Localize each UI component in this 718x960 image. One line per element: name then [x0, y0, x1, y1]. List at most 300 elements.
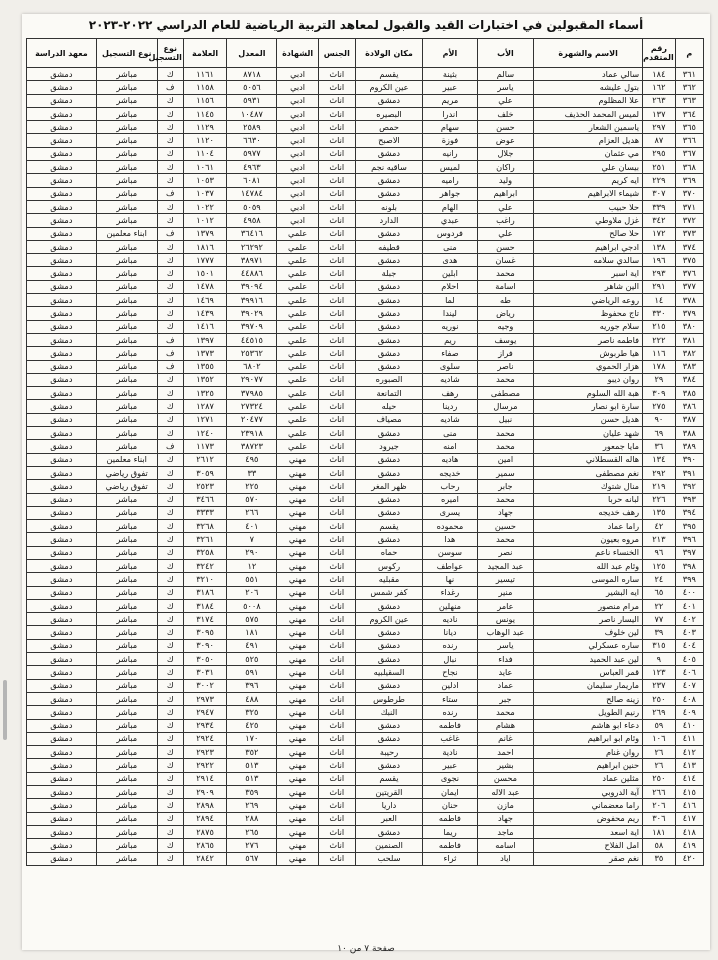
column-header: الأب: [477, 39, 534, 68]
table-cell: اناث: [318, 320, 355, 333]
table-cell: ك: [157, 679, 183, 692]
table-cell: دمشق: [355, 320, 422, 333]
table-cell: اناث: [318, 427, 355, 440]
table-cell: ٣٥٢: [227, 746, 277, 759]
table-cell: ٢٠٦: [227, 586, 277, 599]
table-cell: مهني: [277, 706, 318, 719]
table-cell: ك: [157, 294, 183, 307]
table-cell: جبر: [477, 692, 534, 705]
table-cell: الهام: [423, 200, 477, 213]
table-cell: بيسان علي: [534, 161, 643, 174]
table-cell: دمشق: [27, 746, 97, 759]
table-row: [27, 692, 704, 705]
table-cell: ٢٩٣: [643, 267, 676, 280]
table-cell: اناث: [318, 599, 355, 612]
table-cell: ك: [157, 639, 183, 652]
scrollbar-thumb[interactable]: [3, 680, 7, 740]
table-cell: محمد: [477, 493, 534, 506]
table-cell: ٣٢١٠: [183, 573, 227, 586]
table-cell: مباشر: [96, 493, 157, 506]
table-cell: هيا طربوش: [534, 347, 643, 360]
table-cell: ثراء: [423, 852, 477, 865]
table-cell: يقسم: [355, 68, 422, 81]
table-cell: ك: [157, 453, 183, 466]
table-cell: دمشق: [355, 254, 422, 267]
table-cell: ١٢٨٧: [183, 400, 227, 413]
table-cell: ٢٦٦: [227, 506, 277, 519]
table-row: [27, 613, 704, 626]
table-cell: غسان: [477, 254, 534, 267]
table-cell: سلام جوريه: [534, 320, 643, 333]
table-cell: اناث: [318, 852, 355, 865]
table-cell: حلا حبيب: [534, 200, 643, 213]
table-cell: الخنساء ناعم: [534, 546, 643, 559]
table-cell: ايه البشير: [534, 586, 643, 599]
table-row: [27, 480, 704, 493]
table-cell: علمي: [277, 280, 318, 293]
table-cell: ٣٩٠٢٩: [227, 307, 277, 320]
table-cell: دمشق: [27, 187, 97, 200]
table-cell: ٣٠٩: [643, 387, 676, 400]
table-cell: دمشق: [27, 94, 97, 107]
table-cell: ٣٩١: [675, 466, 703, 479]
table-cell: منى: [423, 427, 477, 440]
table-cell: ٤٩٥٨: [227, 214, 277, 227]
table-cell: اناث: [318, 307, 355, 320]
table-cell: ١٠٦: [643, 732, 676, 745]
table-cell: ك: [157, 161, 183, 174]
table-cell: ردينا: [423, 400, 477, 413]
table-cell: ٣٨٥: [675, 387, 703, 400]
table-row: [27, 466, 704, 479]
table-cell: ٣٧٤: [675, 240, 703, 253]
table-cell: ٢٥٢٣: [183, 480, 227, 493]
table-cell: عواطف: [423, 559, 477, 572]
table-cell: ٤٠٥: [675, 653, 703, 666]
table-cell: مباشر: [96, 852, 157, 865]
table-cell: دمشق: [355, 280, 422, 293]
table-cell: علي: [477, 200, 534, 213]
table-cell: صفاء: [423, 347, 477, 360]
table-cell: ٢٣٩١٨: [227, 427, 277, 440]
table-cell: ادبي: [277, 174, 318, 187]
table-cell: اناث: [318, 839, 355, 852]
table-cell: دمشق: [355, 506, 422, 519]
table-cell: تيسير: [477, 573, 534, 586]
table-cell: اناث: [318, 639, 355, 652]
table-cell: ك: [157, 307, 183, 320]
table-cell: ١١٦: [643, 347, 676, 360]
table-row: [27, 852, 704, 865]
table-cell: علمي: [277, 413, 318, 426]
table-cell: ١٧٨: [643, 360, 676, 373]
table-row: [27, 586, 704, 599]
table-cell: ١٣٩٧: [183, 333, 227, 346]
table-cell: ٢٩٤٧: [183, 706, 227, 719]
table-cell: علا المظلوم: [534, 94, 643, 107]
table-row: [27, 626, 704, 639]
table-cell: دمشق: [27, 520, 97, 533]
table-cell: ٣٦٨: [675, 161, 703, 174]
table-cell: ك: [157, 480, 183, 493]
table-cell: راكان: [477, 161, 534, 174]
table-row: [27, 134, 704, 147]
table-cell: قمر العباس: [534, 666, 643, 679]
table-cell: منال شتوك: [534, 480, 643, 493]
table-cell: ٣٦٧: [675, 147, 703, 160]
table-cell: دمشق: [27, 666, 97, 679]
table-cell: مباشر: [96, 613, 157, 626]
table-cell: ٣٠٩٠: [183, 639, 227, 652]
table-cell: ٣٩٠٩٤: [227, 280, 277, 293]
table-cell: محموده: [423, 520, 477, 533]
table-cell: ٣٠٩٥: [183, 626, 227, 639]
table-row: [27, 825, 704, 838]
table-cell: ٢٦٩: [643, 706, 676, 719]
table-cell: ١٢: [227, 559, 277, 572]
table-row: [27, 546, 704, 559]
table-cell: اسامه: [477, 839, 534, 852]
table-cell: البصيره: [355, 107, 422, 120]
table-cell: دمشق: [27, 360, 97, 373]
table-cell: ٣٨٧٢٣: [227, 440, 277, 453]
table-cell: ك: [157, 520, 183, 533]
table-cell: ٢٦٥: [227, 825, 277, 838]
table-cell: غزل ملاوطي: [534, 214, 643, 227]
table-row: [27, 347, 704, 360]
table-cell: حلا صالح: [534, 227, 643, 240]
table-cell: تفوق رياضي: [96, 466, 157, 479]
table-cell: ٥٩: [643, 719, 676, 732]
table-row: [27, 746, 704, 759]
table-cell: مباشر: [96, 772, 157, 785]
table-cell: ٤٩٦٣: [227, 161, 277, 174]
table-cell: دمشق: [27, 786, 97, 799]
table-cell: ٣٦٣: [675, 94, 703, 107]
table-cell: دمشق: [355, 147, 422, 160]
table-cell: ٤٠٩: [675, 706, 703, 719]
table-cell: يوسف: [477, 333, 534, 346]
table-cell: حمص: [355, 121, 422, 134]
column-header: الشهادة: [277, 39, 318, 68]
table-cell: ك: [157, 586, 183, 599]
table-cell: ١١٤٥: [183, 107, 227, 120]
table-cell: ٥٧٥: [227, 613, 277, 626]
table-cell: ك: [157, 599, 183, 612]
table-cell: ١٤١٦: [183, 320, 227, 333]
table-cell: دمشق: [355, 360, 422, 373]
table-cell: اناث: [318, 812, 355, 825]
table-cell: ١٢٥: [643, 559, 676, 572]
table-cell: دمشق: [355, 639, 422, 652]
table-cell: ادلين: [423, 679, 477, 692]
table-cell: محمد: [477, 427, 534, 440]
table-cell: ك: [157, 506, 183, 519]
table-cell: اندرا: [423, 107, 477, 120]
table-cell: فردوس: [423, 227, 477, 240]
table-cell: ماجد: [477, 825, 534, 838]
table-cell: ك: [157, 373, 183, 386]
table-cell: عامر: [477, 599, 534, 612]
table-cell: اناث: [318, 573, 355, 586]
table-row: [27, 227, 704, 240]
table-cell: ٣٩٣: [675, 493, 703, 506]
table-cell: مهني: [277, 586, 318, 599]
table-cell: اناث: [318, 267, 355, 280]
table-cell: اناث: [318, 333, 355, 346]
table-cell: احلام: [423, 280, 477, 293]
table-cell: ١٣٥٢: [183, 373, 227, 386]
table-cell: ٤١٥: [675, 786, 703, 799]
table-cell: ١٨١: [227, 626, 277, 639]
table-cell: ك: [157, 121, 183, 134]
table-cell: ٩: [643, 653, 676, 666]
table-cell: ٤٢: [643, 520, 676, 533]
table-cell: مباشر: [96, 320, 157, 333]
document-sheet: [22, 14, 710, 954]
table-cell: دمشق: [27, 427, 97, 440]
table-cell: ادبي: [277, 81, 318, 94]
table-row: [27, 81, 704, 94]
table-cell: ٤٠٢: [675, 613, 703, 626]
table-cell: نبال: [423, 653, 477, 666]
table-row: [27, 772, 704, 785]
table-cell: اناث: [318, 825, 355, 838]
table-cell: ك: [157, 706, 183, 719]
table-cell: عبد الوهاب: [477, 626, 534, 639]
table-cell: ٣٠٠٢: [183, 679, 227, 692]
table-row: [27, 280, 704, 293]
table-cell: مهني: [277, 812, 318, 825]
table-cell: اناث: [318, 613, 355, 626]
table-cell: تاج محفوظ: [534, 307, 643, 320]
table-cell: ٢٩٢٢: [183, 759, 227, 772]
table-cell: ٥٦٧: [227, 852, 277, 865]
table-cell: دمشق: [27, 533, 97, 546]
table-cell: علمي: [277, 240, 318, 253]
table-cell: لما: [423, 294, 477, 307]
table-cell: مباشر: [96, 373, 157, 386]
table-cell: ٣٨٩: [675, 440, 703, 453]
table-cell: مباشر: [96, 533, 157, 546]
table-cell: ٢٥١: [643, 161, 676, 174]
table-cell: اناث: [318, 799, 355, 812]
table-cell: دمشق: [355, 453, 422, 466]
table-cell: ك: [157, 692, 183, 705]
table-cell: دمشق: [27, 573, 97, 586]
table-cell: ١١٠٤: [183, 147, 227, 160]
table-cell: ٦٩: [643, 427, 676, 440]
table-cell: ٣٩٢: [675, 480, 703, 493]
table-cell: ف: [157, 227, 183, 240]
table-cell: ابناء معلمين: [96, 227, 157, 240]
table-cell: العبر: [355, 812, 422, 825]
table-cell: رحيبة: [355, 746, 422, 759]
table-cell: دمشق: [355, 227, 422, 240]
table-cell: مباشر: [96, 333, 157, 346]
table-cell: ٣٠٣١: [183, 666, 227, 679]
table-cell: ٢٩٠: [227, 546, 277, 559]
column-header: نوع التسجيل: [157, 39, 183, 68]
table-cell: اناث: [318, 294, 355, 307]
table-cell: ١٠٦١: [183, 161, 227, 174]
table-cell: ٣٣٣٣: [183, 506, 227, 519]
table-cell: علمي: [277, 294, 318, 307]
table-cell: مهني: [277, 559, 318, 572]
table-cell: مباشر: [96, 573, 157, 586]
table-cell: مباشر: [96, 360, 157, 373]
column-header: مكان الولادة: [355, 39, 422, 68]
table-cell: ك: [157, 852, 183, 865]
table-cell: ١٤٦٩: [183, 294, 227, 307]
table-cell: راما معضماني: [534, 799, 643, 812]
table-cell: مباشر: [96, 786, 157, 799]
table-cell: علمي: [277, 373, 318, 386]
table-cell: مباشر: [96, 692, 157, 705]
table-cell: ادجي ابراهيم: [534, 240, 643, 253]
table-cell: خلف: [477, 107, 534, 120]
table-cell: ك: [157, 200, 183, 213]
table-cell: يسرى: [423, 506, 477, 519]
column-header: الجنس: [318, 39, 355, 68]
table-cell: مباشر: [96, 214, 157, 227]
table-cell: مباشر: [96, 200, 157, 213]
table-cell: جيرود: [355, 440, 422, 453]
table-cell: اميره: [423, 493, 477, 506]
table-cell: ٣٦: [643, 440, 676, 453]
table-cell: هاديه: [423, 453, 477, 466]
table-cell: ك: [157, 812, 183, 825]
table-cell: اناث: [318, 373, 355, 386]
table-cell: مهني: [277, 799, 318, 812]
column-header: المعدل: [227, 39, 277, 68]
table-cell: ٣٧٨: [675, 294, 703, 307]
table-cell: عبدي: [423, 214, 477, 227]
table-row: [27, 200, 704, 213]
table-cell: ك: [157, 573, 183, 586]
table-cell: ساره الموسى: [534, 573, 643, 586]
table-cell: اناث: [318, 200, 355, 213]
table-cell: اناث: [318, 466, 355, 479]
table-cell: عين الكروم: [355, 81, 422, 94]
table-cell: ٢٩٢٤: [183, 732, 227, 745]
table-cell: عوض: [477, 134, 534, 147]
table-cell: السقيلبيه: [355, 666, 422, 679]
table-cell: اناث: [318, 653, 355, 666]
column-header: رقم المتقدم: [643, 39, 676, 68]
table-cell: داريا: [355, 799, 422, 812]
table-cell: ٤٩٥: [227, 453, 277, 466]
table-cell: محمد: [477, 440, 534, 453]
table-cell: اناث: [318, 546, 355, 559]
table-cell: اناث: [318, 360, 355, 373]
table-cell: مهني: [277, 466, 318, 479]
table-cell: ياسمين الشعار: [534, 121, 643, 134]
table-cell: ١٣٧: [643, 107, 676, 120]
table-cell: ف: [157, 187, 183, 200]
table-cell: مباشر: [96, 799, 157, 812]
table-cell: وليد: [477, 174, 534, 187]
table-cell: علمي: [277, 347, 318, 360]
table-cell: ٣١٧٤: [183, 613, 227, 626]
table-cell: ٣٨٠: [675, 320, 703, 333]
table-cell: ٤٠٣: [675, 626, 703, 639]
table-cell: ١٣٨: [643, 240, 676, 253]
table-cell: نغم مصطفى: [534, 466, 643, 479]
table-cell: ٤١١: [675, 732, 703, 745]
table-cell: ٤٠٦: [675, 666, 703, 679]
table-cell: ١٤٧٨: [183, 280, 227, 293]
table-cell: ٣٨٤: [675, 373, 703, 386]
table-cell: ٣٧٩: [675, 307, 703, 320]
table-cell: دمشق: [27, 546, 97, 559]
table-cell: رنده: [423, 706, 477, 719]
table-cell: دمشق: [27, 613, 97, 626]
table-cell: ١٢٧١: [183, 413, 227, 426]
table-cell: دمشق: [355, 174, 422, 187]
table-cell: ١٣٧٣: [183, 347, 227, 360]
table-cell: دمشق: [27, 134, 97, 147]
table-cell: ٣٠٥٩: [183, 466, 227, 479]
table-cell: دمشق: [27, 320, 97, 333]
table-cell: لبانه حربا: [534, 493, 643, 506]
table-cell: علمي: [277, 440, 318, 453]
table-cell: ٣٤٦٦: [183, 493, 227, 506]
table-cell: مباشر: [96, 347, 157, 360]
table-cell: ٣٩٦: [675, 533, 703, 546]
table-cell: اناث: [318, 347, 355, 360]
table-cell: ٢٩٣٤: [183, 719, 227, 732]
table-cell: دمشق: [355, 466, 422, 479]
table-cell: دمشق: [27, 147, 97, 160]
table-cell: هاله القسطلاني: [534, 453, 643, 466]
table-cell: مباشر: [96, 387, 157, 400]
table-cell: مرسال: [477, 400, 534, 413]
table-cell: مهني: [277, 533, 318, 546]
table-cell: ركوس: [355, 559, 422, 572]
table-row: [27, 107, 704, 120]
table-cell: ك: [157, 94, 183, 107]
table-cell: ك: [157, 427, 183, 440]
table-cell: الاصبح: [355, 134, 422, 147]
table-cell: ٣٩٠: [675, 453, 703, 466]
table-cell: نصر: [477, 546, 534, 559]
table-cell: ك: [157, 254, 183, 267]
table-cell: ٤١٩: [675, 839, 703, 852]
table-cell: ١١٢٠: [183, 134, 227, 147]
table-cell: دمشق: [27, 799, 97, 812]
table-cell: نوريه: [423, 320, 477, 333]
table-cell: ٤١٨: [675, 825, 703, 838]
table-cell: دمشق: [27, 480, 97, 493]
table-cell: رغداء: [423, 586, 477, 599]
table-cell: ٢٦٢٩٢: [227, 240, 277, 253]
table-cell: مي عثمان: [534, 147, 643, 160]
table-cell: ١٢٤٠: [183, 427, 227, 440]
table-cell: ٤٠٨: [675, 692, 703, 705]
table-cell: مباشر: [96, 294, 157, 307]
table-cell: ك: [157, 466, 183, 479]
table-cell: جواهر: [423, 187, 477, 200]
table-cell: ٢١٥: [643, 320, 676, 333]
admitted-students-table: [26, 38, 704, 866]
table-cell: مرام منصور: [534, 599, 643, 612]
table-cell: ٣٨٦: [675, 400, 703, 413]
table-cell: ٤١٧: [675, 812, 703, 825]
table-cell: ادبي: [277, 200, 318, 213]
table-row: [27, 174, 704, 187]
table-cell: دمشق: [355, 732, 422, 745]
